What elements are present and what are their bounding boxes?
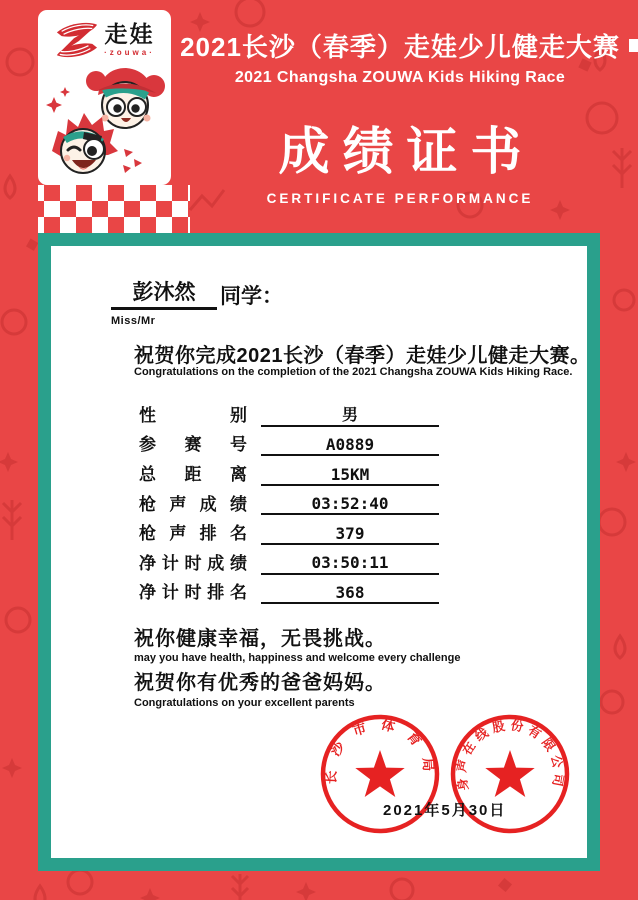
field-row: [139, 575, 439, 605]
field-value: 03:52:40: [261, 494, 439, 515]
pixel-deco-right-icon: [629, 37, 638, 54]
field-value: 男: [261, 405, 439, 426]
student-suffix: 同学：: [220, 285, 283, 308]
field-value: 03:50:11: [261, 553, 439, 574]
girl-mascot-icon: [86, 68, 165, 128]
field-label: 净 计 时 成 绩: [139, 553, 247, 573]
blessing-1-zh: 祝你健康幸福，无畏挑战。: [134, 628, 386, 650]
field-row: [139, 486, 439, 516]
congrats-line-zh: 祝贺你完成2021长沙（春季）走娃少儿健走大赛。: [134, 345, 591, 367]
logo-text-block: [104, 23, 155, 57]
certificate-title: 成绩证书: [278, 123, 535, 180]
logo-card: [38, 10, 171, 185]
logo-text: 走娃: [104, 21, 155, 47]
field-row: [139, 545, 439, 575]
field-label: 性 别: [139, 405, 247, 425]
field-row: [139, 515, 439, 545]
student-name: 彭沐然: [111, 276, 217, 310]
event-title: 2021长沙（春季）走娃少儿健走大赛: [180, 32, 620, 62]
stamp-star-icon: [355, 750, 404, 797]
stamp-right-text: 身声在线股份有限公司: [454, 718, 566, 792]
mascot-illustration: [38, 59, 171, 177]
field-row: [139, 397, 439, 427]
field-label: 参 赛 号: [139, 435, 247, 455]
official-stamps: [301, 696, 601, 856]
field-label: 总 距 离: [139, 464, 247, 484]
sparkle-icon: [46, 87, 70, 113]
field-value: 368: [261, 583, 439, 604]
blessing-2-en: Congratulations on your excellent parents: [134, 697, 355, 709]
issue-date: 2021年5月30日: [383, 802, 507, 819]
stamp-left-text: 长沙市体育局: [323, 716, 437, 785]
certificate-panel: [38, 233, 600, 871]
blessing-2-zh: 祝贺你有优秀的爸爸妈妈。: [134, 672, 386, 694]
triangle-accent-icon: [123, 149, 142, 173]
stamp-star-icon: [485, 750, 534, 797]
checker-strip: [38, 185, 190, 233]
field-value: A0889: [261, 435, 439, 456]
event-title-en: 2021 Changsha ZOUWA Kids Hiking Race: [234, 69, 566, 86]
certificate-subtitle: CERTIFICATE PERFORMANCE: [266, 191, 534, 206]
fields: [139, 397, 439, 604]
field-row: [139, 456, 439, 486]
field-row: [139, 427, 439, 457]
field-label: 枪 声 成 绩: [139, 494, 247, 514]
field-label: 净 计 时 排 名: [139, 583, 247, 603]
salutation-hint: Miss/Mr: [111, 315, 156, 327]
header: [170, 27, 630, 206]
field-value: 15KM: [261, 465, 439, 486]
field-value: 379: [261, 524, 439, 545]
zouwa-logo-icon: [54, 21, 98, 59]
field-label: 枪 声 排 名: [139, 524, 247, 544]
blessing-1-en: may you have health, happiness and welcome every challenge: [134, 652, 461, 664]
logo-subtext: ·zouwa·: [104, 48, 155, 57]
logo-row: [38, 21, 171, 59]
congrats-line-en: Congratulations on the completion of the 2021 Changsha ZOUWA Kids Hiking Race.: [134, 366, 573, 378]
